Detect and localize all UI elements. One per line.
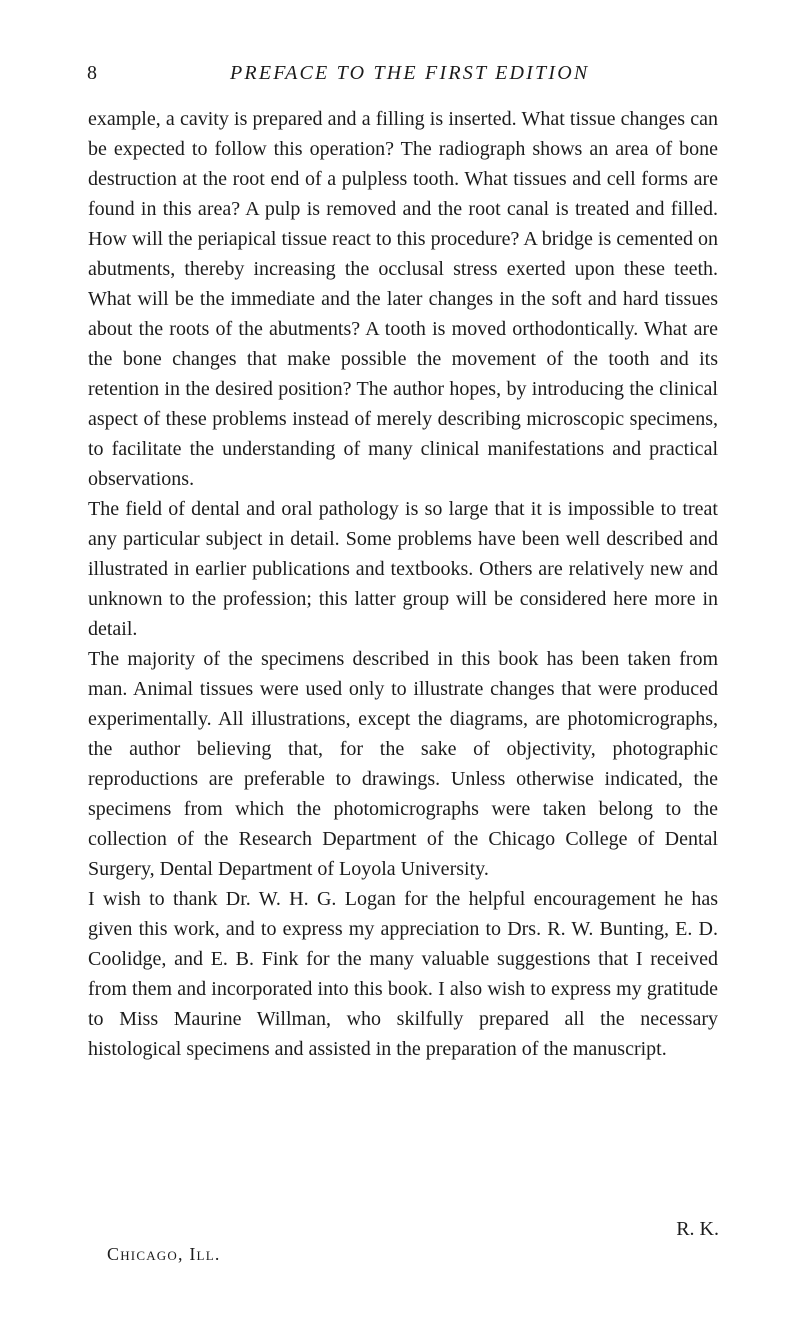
paragraph: The majority of the specimens described in this book has been taken from man. Animal tissues were used only to illustrate changes that were produced experimentally. All illustrations, except the diagrams, are photomicrographs, the author believing that, for the sake of objectivity, photographic reproductions are preferable to drawings. Unless otherwise indicated, the specimens from which the photomicrographs were taken belong to the collection of the Research Department of the Chicago College of Dental Surgery, Dental Department of Loyola University. xyxy=(88,648,718,880)
paragraph: example, a cavity is prepared and a filling is inserted. What tissue changes can be expected to follow this operation? The radiograph shows an area of bone destruction at the root end of a pulpless tooth. What tissues and cell forms are found in this area? A pulp is removed and the root canal is treated and filled. How will the periapical tissue react to this procedure? A bridge is cemented on abutments, thereby increasing the occlusal stress exerted upon these teeth. What will be the immediate and the later changes in the soft and hard tissues about the roots of the abutments? A tooth is moved orthodontically. What are the bone changes that make possible the movement of the tooth and its retention in the desired position? The author hopes, by introducing the clinical aspect of these problems instead of merely describing microscopic specimens, to facilitate the understanding of many clinical manifestations and practical observations. xyxy=(88,108,718,490)
page-header xyxy=(0,62,801,92)
page-number: 8 xyxy=(87,62,98,84)
place-line: Chicago, Ill. xyxy=(107,1244,221,1264)
author-initials: R. K. xyxy=(676,1218,719,1240)
body-text xyxy=(88,104,718,1064)
paragraph: The field of dental and oral pathology is so large that it is impossible to treat any particular subject in detail. Some problems have been well described and illustrated in earlier publications and textbooks. Others are relatively new and unknown to the profession; this latter group will be considered here more in detail. xyxy=(88,498,718,640)
paragraph: I wish to thank Dr. W. H. G. Logan for the helpful encouragement he has given this work, and to express my appreciation to Drs. R. W. Bunting, E. D. Coolidge, and E. B. Fink for the many valuable suggestions that I received from them and incorporated into this book. I also wish to express my gratitude to Miss Maurine Willman, who skilfully prepared all the necessary histological specimens and assisted in the preparation of the manuscript. xyxy=(88,888,718,1060)
running-title: PREFACE TO THE FIRST EDITION xyxy=(230,62,590,84)
